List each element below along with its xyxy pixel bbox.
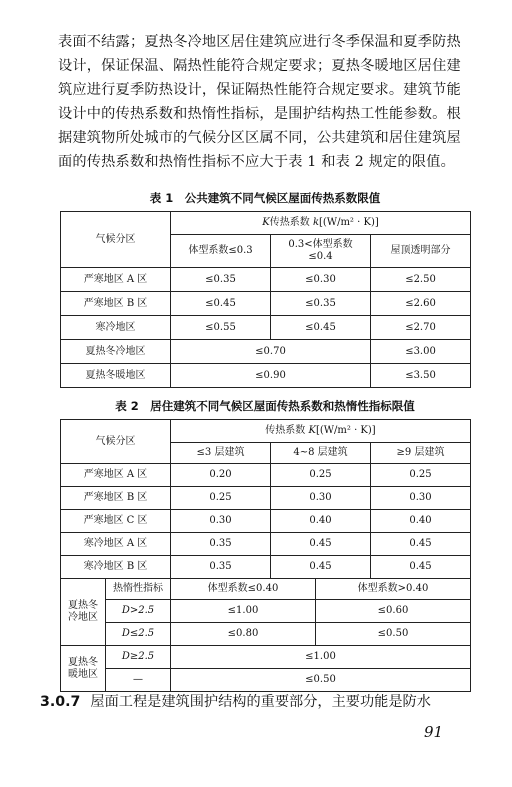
paragraph-line: 据建筑物所处城市的气候分区区属不同，公共建筑和居住建筑屋 <box>58 130 461 146</box>
table-row <box>61 268 471 292</box>
table-row <box>61 556 471 579</box>
value-cell: 0.30 <box>171 510 271 533</box>
zone-cell: 寒冷地区 <box>61 316 171 340</box>
value-cell: ≤0.45 <box>271 316 371 340</box>
table1-zone-header: 气候分区 <box>61 212 171 268</box>
zone-cell: 严寒地区 A 区 <box>61 464 171 487</box>
shape-gt-header: 体型系数>0.40 <box>316 579 471 600</box>
value-cell: ≤3.50 <box>371 364 471 388</box>
shape-le-header: 体型系数≤0.40 <box>171 579 316 600</box>
table-row <box>61 510 471 533</box>
value-cell: ≤2.70 <box>371 316 471 340</box>
inertia-cell: — <box>106 669 171 692</box>
table-row <box>61 464 471 487</box>
value-cell: 0.45 <box>371 533 471 556</box>
value-cell: 0.35 <box>171 556 271 579</box>
value-cell: ≤3.00 <box>371 340 471 364</box>
value-cell: ≤0.35 <box>271 292 371 316</box>
table-row <box>61 487 471 510</box>
value-cell: ≤2.50 <box>371 268 471 292</box>
table1-subheader: 体型系数≤0.3 <box>171 235 271 268</box>
value-cell: 0.25 <box>171 487 271 510</box>
zone-cell: 夏热冬暖地区 <box>61 364 171 388</box>
value-cell: ≤0.55 <box>171 316 271 340</box>
value-cell: 0.35 <box>171 533 271 556</box>
inertia-header: 热惰性指标 <box>106 579 171 600</box>
value-cell: ≤0.35 <box>171 268 271 292</box>
value-cell: 0.25 <box>271 464 371 487</box>
table2-subheader: 4~8 层建筑 <box>271 443 371 464</box>
table1-subheader: 屋顶透明部分 <box>371 235 471 268</box>
zone-cell: 寒冷地区 B 区 <box>61 556 171 579</box>
value-cell: ≤0.80 <box>171 623 316 646</box>
table2 <box>60 419 471 692</box>
value-cell: 0.20 <box>171 464 271 487</box>
value-cell: 0.40 <box>371 510 471 533</box>
table-row <box>61 600 471 623</box>
table1 <box>60 211 471 388</box>
section-number: 3.0.7 <box>40 694 81 710</box>
value-cell: ≤0.90 <box>171 364 371 388</box>
value-cell: ≤0.45 <box>171 292 271 316</box>
value-cell: ≤0.60 <box>316 600 471 623</box>
page-number: 91 <box>424 723 444 741</box>
table-row <box>61 364 471 388</box>
table-row <box>61 340 471 364</box>
value-cell: 0.45 <box>271 533 371 556</box>
zone-cell: 严寒地区 B 区 <box>61 487 171 510</box>
inertia-cell: D≤2.5 <box>106 623 171 646</box>
table2-subheader: ≤3 层建筑 <box>171 443 271 464</box>
table-row <box>61 669 471 692</box>
value-cell: 0.30 <box>371 487 471 510</box>
value-cell: 0.45 <box>271 556 371 579</box>
table2-subheader: ≥9 层建筑 <box>371 443 471 464</box>
table1-group-header: K传热系数 k[(W/m² · K)] <box>171 212 471 235</box>
table-row <box>61 623 471 646</box>
zone-cell-hot-summer-warm-winter: 夏热冬 暖地区 <box>61 646 106 692</box>
value-cell: ≤1.00 <box>171 600 316 623</box>
value-cell: 0.45 <box>371 556 471 579</box>
zone-cell: 严寒地区 A 区 <box>61 268 171 292</box>
inertia-cell: D>2.5 <box>106 600 171 623</box>
body-paragraph <box>58 30 476 174</box>
inertia-cell: D≥2.5 <box>106 646 171 669</box>
section-text: 屋面工程是建筑围护结构的重要部分，主要功能是防水 <box>90 694 431 710</box>
table2-caption: 表 2 居住建筑不同气候区屋面传热系数和热惰性指标限值 <box>115 399 415 413</box>
table-row <box>61 292 471 316</box>
table2-group-header: 传热系数 K[(W/m² · K)] <box>171 420 471 443</box>
zone-cell-hot-summer-cold-winter: 夏热冬 冷地区 <box>61 579 106 646</box>
paragraph-line: 设计中的传热系数和热惰性指标，是围护结构热工性能参数。根 <box>58 106 461 122</box>
value-cell: 0.40 <box>271 510 371 533</box>
paragraph-line: 表面不结露；夏热冬冷地区居住建筑应进行冬季保温和夏季防热 <box>58 34 461 50</box>
table2-zone-header: 气候分区 <box>61 420 171 464</box>
table1-caption: 表 1 公共建筑不同气候区屋面传热系数限值 <box>149 191 381 205</box>
value-cell: ≤0.50 <box>316 623 471 646</box>
value-cell: ≤2.60 <box>371 292 471 316</box>
paragraph-line: 面的传热系数和热惰性指标不应大于表 1 和表 2 规定的限值。 <box>58 154 455 170</box>
value-cell: ≤0.50 <box>171 669 471 692</box>
value-cell: 0.30 <box>271 487 371 510</box>
table1-subheader: 0.3<体型系数 ≤0.4 <box>271 235 371 268</box>
table-row <box>61 316 471 340</box>
value-cell: ≤1.00 <box>171 646 471 669</box>
zone-cell: 严寒地区 B 区 <box>61 292 171 316</box>
zone-cell: 夏热冬冷地区 <box>61 340 171 364</box>
paragraph-line: 设计，保证保温、隔热性能符合规定要求；夏热冬暖地区居住建 <box>58 58 461 74</box>
table-row <box>61 646 471 669</box>
table-row <box>61 579 471 600</box>
value-cell: ≤0.30 <box>271 268 371 292</box>
paragraph-line: 筑应进行夏季防热设计，保证隔热性能符合规定要求。建筑节能 <box>58 82 461 98</box>
zone-cell: 严寒地区 C 区 <box>61 510 171 533</box>
value-cell: ≤0.70 <box>171 340 371 364</box>
zone-cell: 寒冷地区 A 区 <box>61 533 171 556</box>
section-paragraph <box>40 691 480 713</box>
table-row <box>61 533 471 556</box>
value-cell: 0.25 <box>371 464 471 487</box>
